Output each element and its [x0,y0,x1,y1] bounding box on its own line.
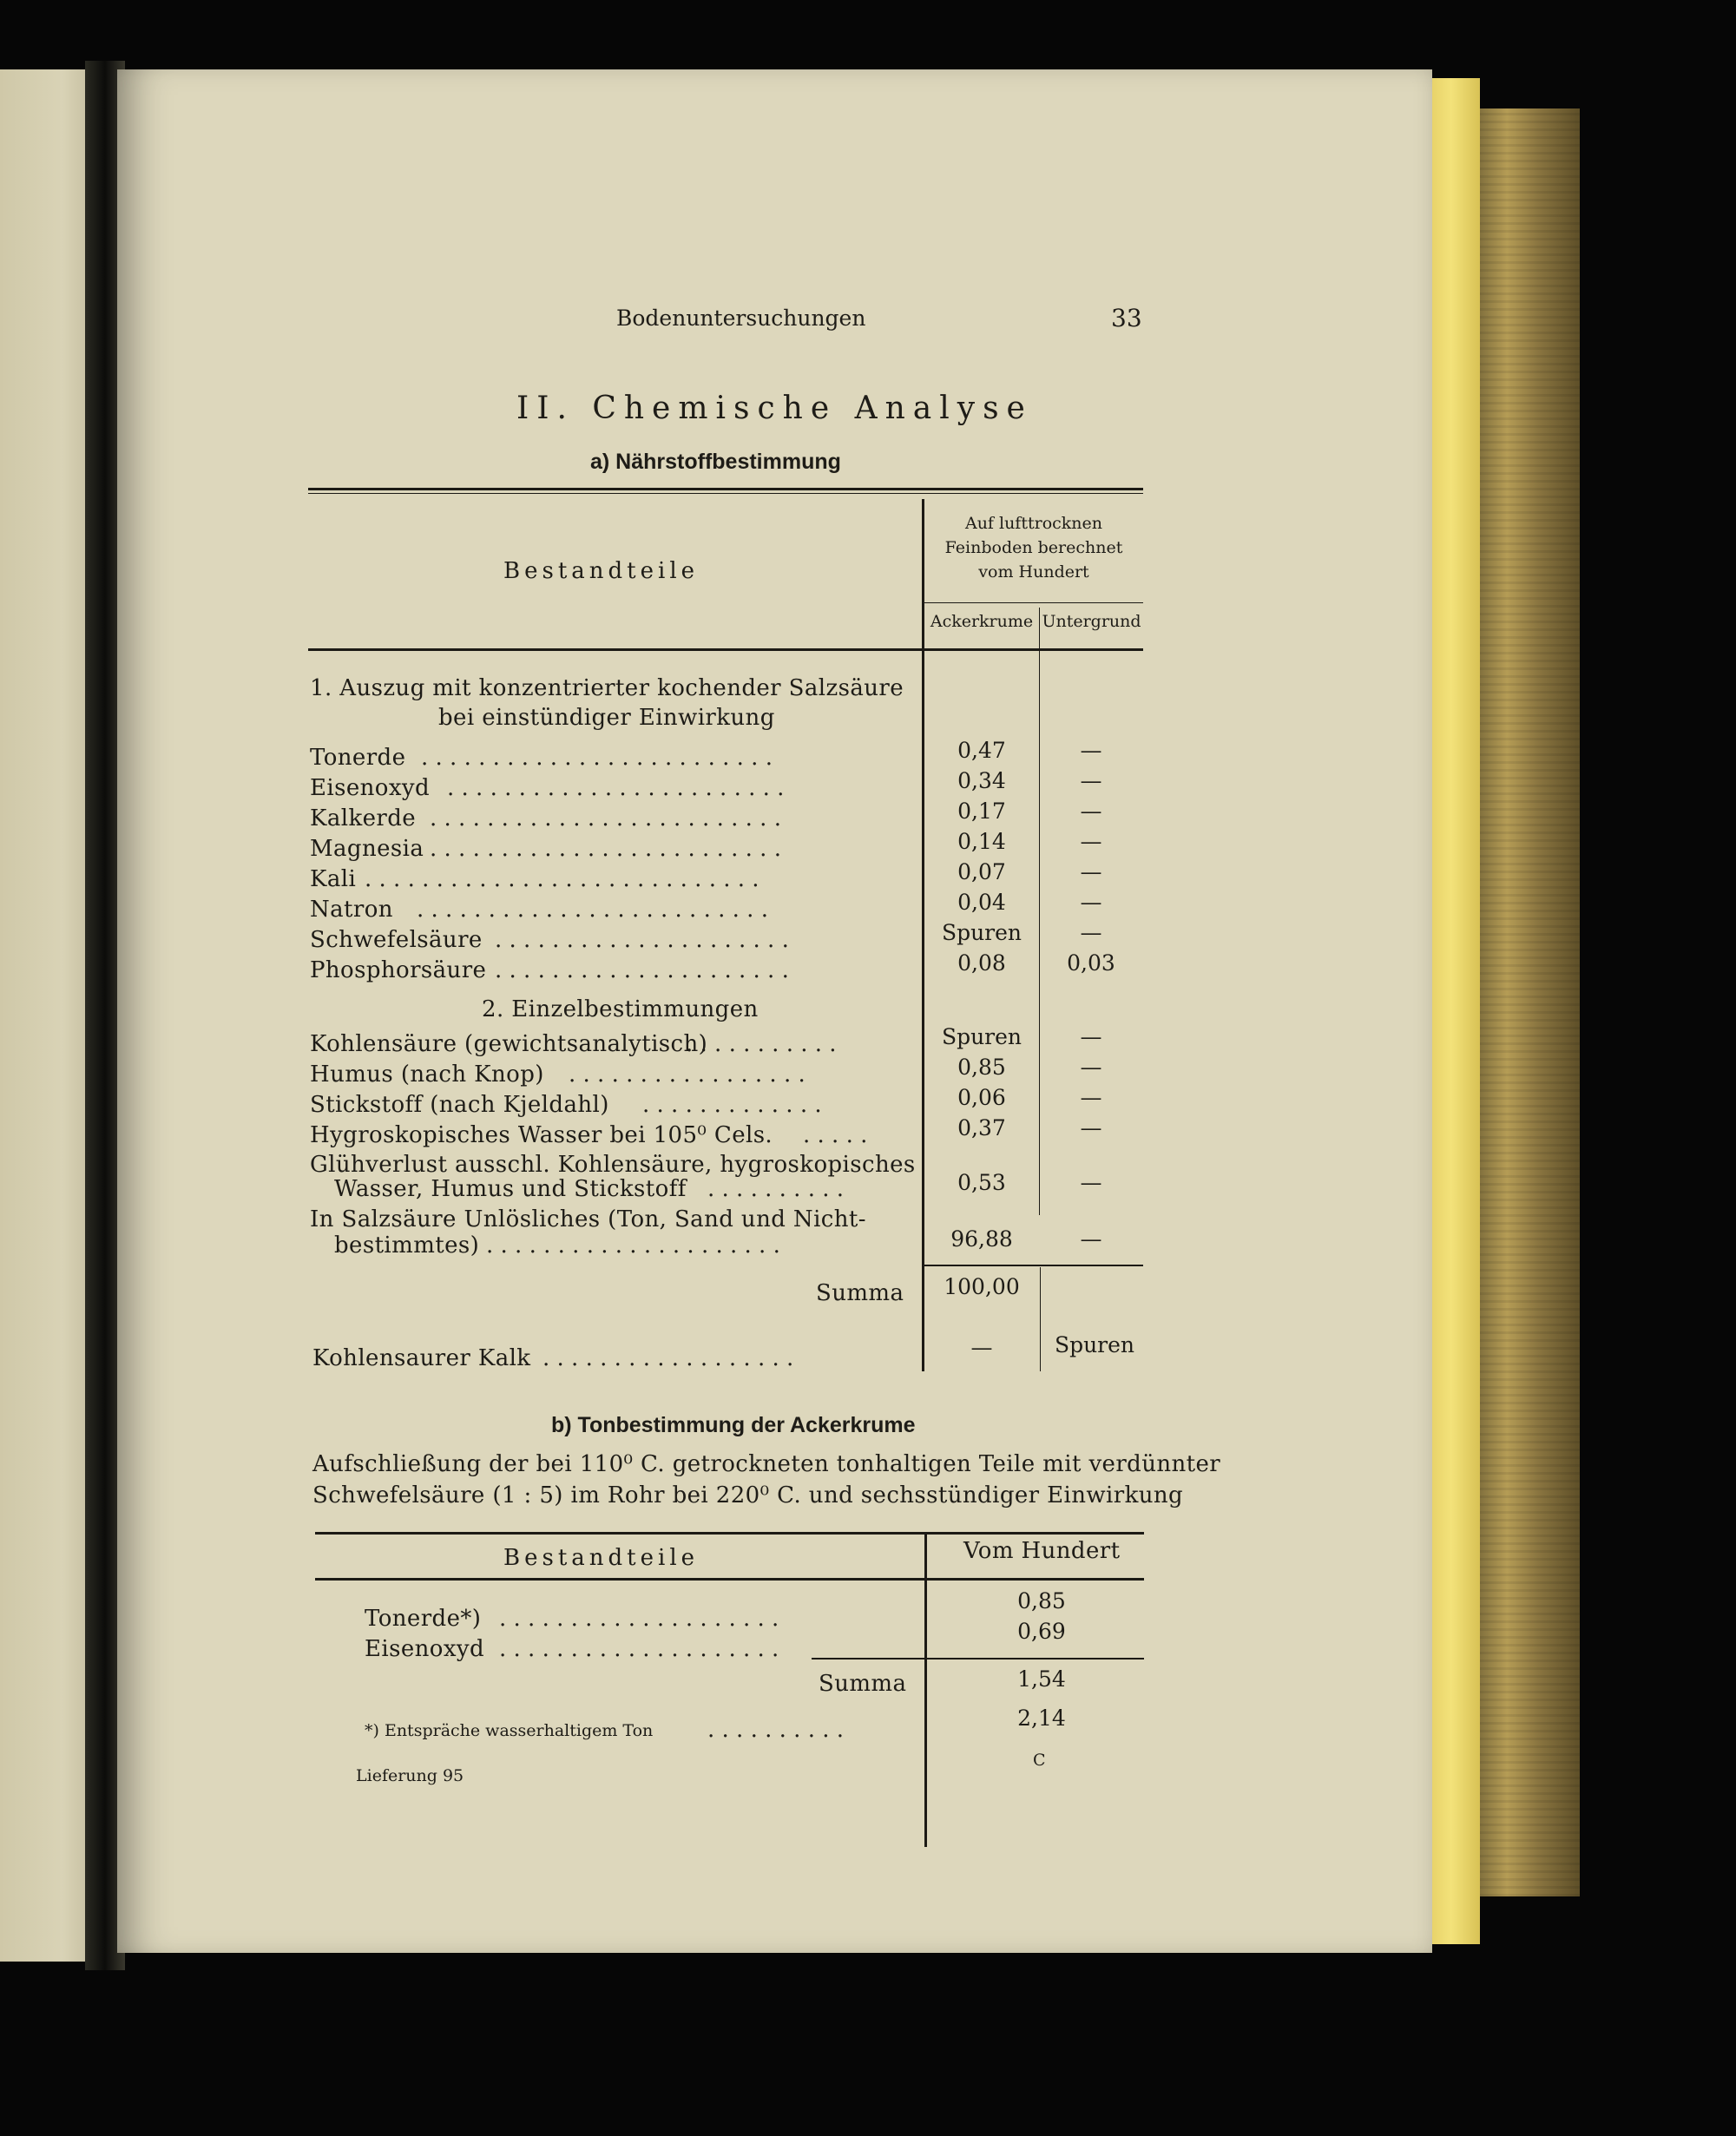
leader-dots: . . . . . . . . . . . . . . . . . . . . . . . . . [417,897,768,923]
row-label: Eisenoxyd [310,775,431,801]
row-label: Eisenoxyd [365,1636,485,1662]
table-b-top-rule [315,1532,1144,1535]
value: 0,85 [1017,1588,1066,1614]
value-untergrund: — [1080,1085,1102,1110]
value-ackerkrume: — [970,1335,993,1360]
summa-label: Summa [816,1280,904,1306]
leader-dots: . . . . . . . . . . [707,1176,845,1202]
value-ackerkrume: 0,37 [957,1115,1006,1140]
table-b-summa-label: Summa [819,1671,907,1697]
leader-dots: . . . . . . . . . . . . . . . . . . . . . [495,927,789,953]
row-label-line1: In Salzsäure Unlösliches (Ton, Sand und Nicht- [310,1206,866,1232]
leader-dots: . . . . . . . . . . . . . . . . . . . . . . . . . [430,836,781,862]
group1-title-line1: 1. Auszug mit konzentrierter kochender Salzsäure [310,675,904,701]
table-a-header-line3: vom Hundert [978,562,1089,582]
value-untergrund: — [1080,920,1102,945]
table-a-header-bestandteile: Bestandteile [503,558,700,584]
value-ackerkrume: 0,07 [957,859,1006,884]
value-untergrund: — [1080,768,1102,793]
table-a-header-line1: Auf lufttrocknen [964,514,1103,533]
table-a-header-rule [308,648,1143,651]
leader-dots: . . . . . . . . . . . . . . . . . . [542,1345,794,1371]
table-b-vertical-rule [924,1535,927,1847]
table-a-header-untergrund: Untergrund [1042,612,1141,631]
value-untergrund: — [1080,890,1102,915]
value-untergrund: 0,03 [1067,950,1115,976]
leader-dots: . . . . . . . . . . . . . . . . . . . . . . . . [447,775,785,801]
row-label: Magnesia [310,836,424,862]
part-a-heading: a) Nährstoffbestimmung [590,450,841,474]
footnote-value: 2,14 [1017,1706,1066,1731]
document-page [117,69,1432,1953]
leader-dots: . . . . . . . . . . . . . . . . . . . . . [495,957,789,983]
value-untergrund: — [1080,1055,1102,1080]
table-a-header-ackerkrume: Ackerkrume [930,612,1034,631]
value-untergrund: — [1080,1170,1102,1195]
value-ackerkrume: 0,53 [957,1170,1006,1195]
signature-mark: C [1033,1751,1046,1770]
row-label: Stickstoff (nach Kjeldahl) [310,1092,609,1118]
row-label-line2: Wasser, Humus und Stickstoff [334,1176,687,1202]
value-untergrund: Spuren [1054,1332,1135,1357]
row-label: Phosphorsäure [310,957,487,983]
row-label: Kalkerde [310,805,417,831]
value-ackerkrume: 0,34 [957,768,1006,793]
value-ackerkrume: 96,88 [950,1226,1013,1252]
row-label: Natron [310,897,393,923]
group2-title: 2. Einzelbestimmungen [482,996,759,1022]
value-untergrund: — [1080,1115,1102,1140]
value-untergrund: — [1080,1024,1102,1049]
row-label: Kohlensaurer Kalk [312,1345,531,1371]
printer-signature: Lieferung 95 [356,1766,464,1785]
value-ackerkrume: 0,17 [957,799,1006,824]
value-untergrund: — [1080,1226,1102,1252]
row-label: Kali [310,866,357,892]
table-a-subheader-rule [924,602,1143,603]
value-ackerkrume: 0,04 [957,890,1006,915]
table-a-sum-rule [924,1265,1143,1266]
leader-dots: . . . . . . . . . . . . . . . . . [569,1061,806,1088]
running-head-title: Bodenuntersuchungen [616,306,866,331]
section-title: II. Chemische Analyse [516,391,1033,426]
leader-dots: . . . . . . . . . . . . . . . . . . . . . . . . . [430,805,781,831]
part-b-intro-line2: Schwefelsäure (1 : 5) im Rohr bei 220⁰ C. und sechsstündiger Einwirkung [312,1482,1184,1508]
table-b-header-vom-hundert: Vom Hundert [963,1538,1121,1564]
summa-value: 100,00 [944,1274,1020,1299]
value-untergrund: — [1080,859,1102,884]
page-number: 33 [1111,304,1142,332]
leader-dots: . . . . . . . . . . . [686,1031,837,1057]
value: 0,69 [1017,1619,1066,1644]
page-edge-yellow [1432,78,1480,1944]
part-b-heading: b) Tonbestimmung der Ackerkrume [551,1413,916,1437]
value-untergrund: — [1080,738,1102,763]
table-b-summa-value: 1,54 [1017,1666,1066,1692]
row-label-line1: Glühverlust ausschl. Kohlensäure, hygroskopisches [310,1152,916,1178]
group1-title-line2: bei einstündiger Einwirkung [438,705,775,731]
value-ackerkrume: 0,85 [957,1055,1006,1080]
leader-dots: . . . . . . . . . . . . . . . . . . . . . [486,1232,780,1259]
leader-dots: . . . . . . . . . . . . . . . . . . . . . . . . . . . . [365,866,760,892]
row-label-line2: bestimmtes) [334,1232,480,1259]
leader-dots: . . . . . [803,1122,868,1148]
value-ackerkrume: 0,06 [957,1085,1006,1110]
row-label: Kohlensäure (gewichtsanalytisch) [310,1031,708,1057]
leader-dots: . . . . . . . . . . . . . [642,1092,822,1118]
leader-dots: . . . . . . . . . . . . . . . . . . . . . . . . . [421,745,773,771]
table-b-header-rule [315,1578,1144,1581]
book-block-side [1476,108,1580,1896]
row-label: Tonerde*) [365,1606,482,1632]
leader-dots: . . . . . . . . . . . . . . . . . . . . [499,1606,779,1632]
table-b-header-bestandteile: Bestandteile [503,1545,700,1571]
table-a-top-rule [308,488,1143,490]
table-a-top-rule-thin [308,493,1143,494]
value-untergrund: — [1080,829,1102,854]
value-ackerkrume: 0,08 [957,950,1006,976]
value-ackerkrume: 0,14 [957,829,1006,854]
row-label: Schwefelsäure [310,927,483,953]
table-a-header-line2: Feinboden berechnet [944,538,1123,557]
row-label: Humus (nach Knop) [310,1061,544,1088]
leader-dots: . . . . . . . . . . [707,1717,845,1743]
row-label: Tonerde [310,745,406,771]
part-b-intro-line1: Aufschließung der bei 110⁰ C. getrockneten tonhaltigen Teile mit verdünnter [312,1451,1221,1477]
leader-dots: . . . . . . . . . . . . . . . . . . . . [499,1636,779,1662]
row-label: Hygroskopisches Wasser bei 105⁰ Cels. [310,1122,773,1148]
value-untergrund: — [1080,799,1102,824]
value-ackerkrume: Spuren [941,920,1023,945]
value-ackerkrume: Spuren [941,1024,1023,1049]
footnote-label: *) Entspräche wasserhaltigem Ton [365,1721,654,1740]
value-ackerkrume: 0,47 [957,738,1006,763]
